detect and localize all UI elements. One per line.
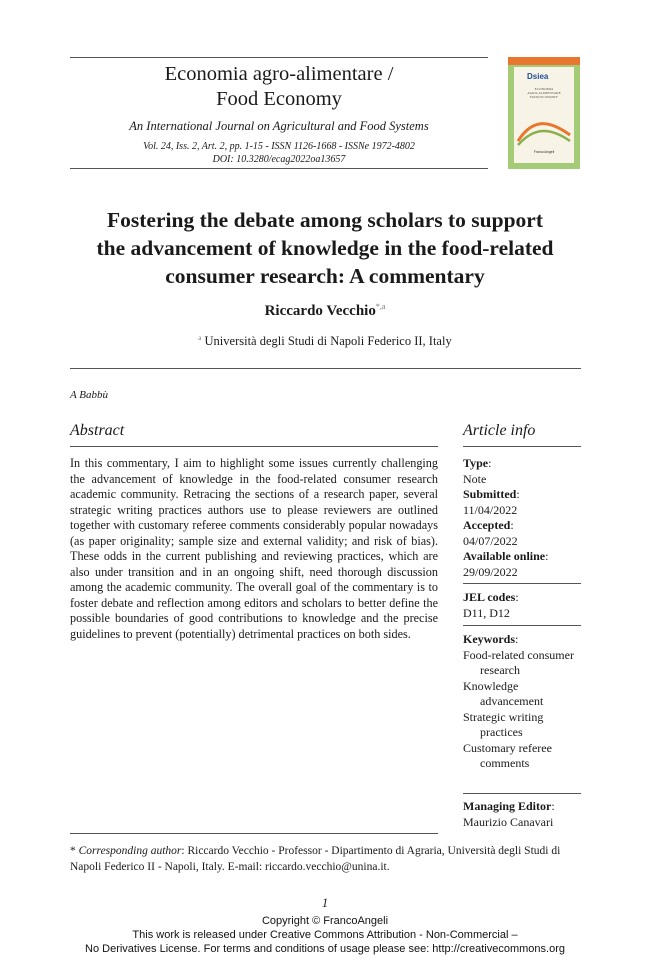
- page-number: 1: [321, 896, 329, 910]
- journal-title-line1: Economia agro-alimentare /: [164, 63, 394, 85]
- type-value: Note: [463, 471, 487, 486]
- paper-title-line2: the advancement of knowledge in the food-related: [96, 236, 554, 260]
- type-label: Type: [463, 456, 489, 470]
- footnote-text: : Riccardo Vecchio - Professor - Dipartimento di Agraria, Università degli Studi di Napoli Federico II - Napoli, Italy. E-mail: riccardo.vecchio@unina.it.: [70, 845, 561, 873]
- jel-row: JEL codes:: [463, 590, 519, 604]
- footnote: [70, 844, 582, 875]
- info-rule-1: [463, 583, 581, 584]
- article-dates: [463, 456, 581, 580]
- footnote-mark: *: [70, 845, 76, 857]
- keyword-item: Knowledge advancement: [463, 678, 544, 708]
- keywords-label: Keywords: [463, 632, 515, 646]
- article-info-heading: Article info: [463, 422, 536, 439]
- paper-title: [50, 206, 600, 290]
- cover-top-band: [508, 57, 580, 65]
- jel-codes: [463, 590, 581, 621]
- cover-panel: [514, 67, 574, 163]
- header-bottom-rule: [70, 168, 488, 169]
- footnote-rule: [70, 833, 438, 834]
- keyword-item: Customary referee comments: [463, 740, 552, 770]
- cover-publisher: FrancoAngeli: [533, 150, 555, 154]
- accepted-row: Accepted:: [463, 518, 514, 532]
- abstract-heading-rule: [70, 446, 438, 447]
- cover-title-line2: AGRO-ALIMENTARE: [527, 91, 561, 96]
- submitted-label: Submitted: [463, 487, 517, 501]
- license-line2: This work is released under Creative Commons Attribution - Non-Commercial –: [132, 929, 518, 941]
- journal-title: [70, 62, 488, 112]
- cover-logo: Dsiea: [527, 72, 549, 81]
- affiliation-mark: a: [198, 334, 202, 342]
- author: [50, 302, 600, 320]
- submitted-value: 11/04/2022: [463, 502, 518, 517]
- info-rule-3: [463, 793, 581, 794]
- dedication: A Babbù: [70, 389, 108, 401]
- paper-title-line1: Fostering the debate among scholars to support: [107, 208, 543, 232]
- keywords: [463, 632, 581, 772]
- cover-title-line3: FOOD ECONOMY: [529, 95, 559, 100]
- header-top-rule: [70, 57, 488, 58]
- type-row: Type:: [463, 456, 492, 470]
- affiliation: [50, 334, 600, 349]
- affiliation-text: Università degli Studi di Napoli Federico II, Italy: [204, 334, 452, 349]
- license-line1: Copyright © FrancoAngeli: [261, 915, 389, 927]
- title-divider: [70, 368, 581, 369]
- journal-volume: Vol. 24, Iss. 2, Art. 2, pp. 1-15 - ISSN 1126-1668 - ISSNe 1972-4802: [143, 141, 415, 152]
- editor-row: Managing Editor:: [463, 799, 555, 813]
- journal-doi: DOI: 10.3280/ecag2022oa13657: [212, 154, 346, 165]
- journal-subtitle: An International Journal on Agricultural and Food Systems: [129, 119, 429, 133]
- editor-value: Maurizio Canavari: [463, 814, 554, 829]
- cover-title-line1: ECONOMIA: [534, 87, 554, 91]
- accepted-value: 04/07/2022: [463, 533, 518, 548]
- abstract-heading: Abstract: [70, 422, 125, 439]
- journal-title-line2: Food Economy: [216, 88, 342, 110]
- online-label: Available online: [463, 549, 546, 563]
- footnote-label: Corresponding author: [78, 845, 182, 857]
- jel-label: JEL codes: [463, 590, 516, 604]
- keyword-item: Strategic writing practices: [463, 709, 544, 739]
- abstract-text: In this commentary, I aim to highlight some issues currently challenging the advancement of knowledge in the food-related consumer research academic community. Retracing the sections of a research paper, several strategic writing practices authors use to please reviewers are outlined together with customary referee comments considerably popular nowadays (as paper originality; sample size and external validity; and risk of bias). These odds in the current publishing and reviewing practices, which are also under transition and in an ongoing shift, need thorough discussion among the academic community. The overall goal of the commentary is to foster debate and reflection among editors and scholars to better define the possible boundaries of good contributions to knowledge and the precise guidelines to prevent (potentially) detrimental practices on both sides.: [70, 456, 438, 641]
- managing-editor: [463, 799, 581, 830]
- journal-volume-info: [70, 140, 488, 166]
- online-row: Available online:: [463, 549, 549, 563]
- jel-value: D11, D12: [463, 605, 510, 620]
- online-value: 29/09/2022: [463, 564, 518, 579]
- info-rule-2: [463, 625, 581, 626]
- author-marks: *,a: [375, 302, 386, 311]
- license-line3: No Derivatives License. For terms and conditions of usage please see: http://creativecommons.org: [85, 943, 565, 955]
- paper-title-line3: consumer research: A commentary: [165, 264, 485, 288]
- license-notice: [0, 914, 650, 956]
- submitted-row: Submitted:: [463, 487, 520, 501]
- keyword-item: Food-related consumer research: [463, 647, 574, 677]
- author-name: Riccardo Vecchio: [264, 303, 376, 319]
- editor-label: Managing Editor: [463, 799, 552, 813]
- accepted-label: Accepted: [463, 518, 511, 532]
- article-info-heading-rule: [463, 446, 581, 447]
- keywords-row: Keywords:: [463, 632, 519, 646]
- cover-wave-graphic: [514, 111, 574, 151]
- journal-cover-image: [508, 57, 580, 169]
- cover-title: [516, 87, 572, 100]
